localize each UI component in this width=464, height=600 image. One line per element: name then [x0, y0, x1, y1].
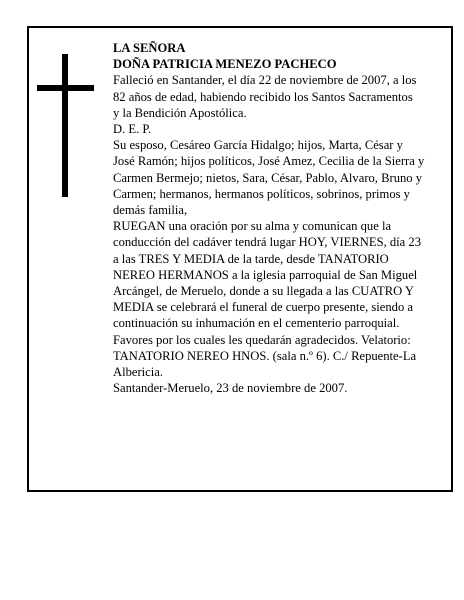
- funeral-request: RUEGAN una oración por su alma y comunican que la conducción del cadáver tendrá lugar HOY, VIERNES, día 23 a las TRES Y MEDIA de la tarde, desde TANATORIO NEREO HERMANOS a la iglesia parroquial de San Miguel Arcángel, de Meruelo, donde a su llegada a las CUATRO Y MEDIA se celebrará el funeral de cuerpo presente, siendo a continuación su inhumación en el cementerio parroquial. Favores por los cuales les quedarán agradecidos. Velatorio: TANATORIO NEREO HNOS. (sala n.º 6). C./ Repuente-La Albericia.: [113, 219, 421, 380]
- blessing-line: y la Bendición Apostólica.: [113, 105, 247, 120]
- cross-icon-crossbar: [37, 85, 94, 91]
- cross-icon: [62, 54, 68, 197]
- place-date: Santander-Meruelo, 23 de noviembre de 2007.: [113, 381, 348, 396]
- notice-heading-title: LA SEÑORA: [113, 41, 186, 55]
- death-info: Falleció en Santander, el día 22 de noviembre de 2007, a los 82 años de edad, habiendo recibido los Santos Sacramentos: [113, 73, 417, 104]
- deceased-name: DOÑA PATRICIA MENEZO PACHECO: [113, 57, 337, 72]
- family-list: Su esposo, Cesáreo García Hidalgo; hijos, Marta, César y José Ramón; hijos políticos, José Amez, Cecilia de la Sierra y Carmen Bermejo; nietos, Sara, César, Pablo, Alvaro, Bruno y Carmen; hermanos, hermanos políticos, sobrinos, primos y demás familia,: [113, 138, 425, 218]
- obituary-text: [113, 40, 425, 396]
- rest-in-peace: D. E. P.: [113, 122, 152, 137]
